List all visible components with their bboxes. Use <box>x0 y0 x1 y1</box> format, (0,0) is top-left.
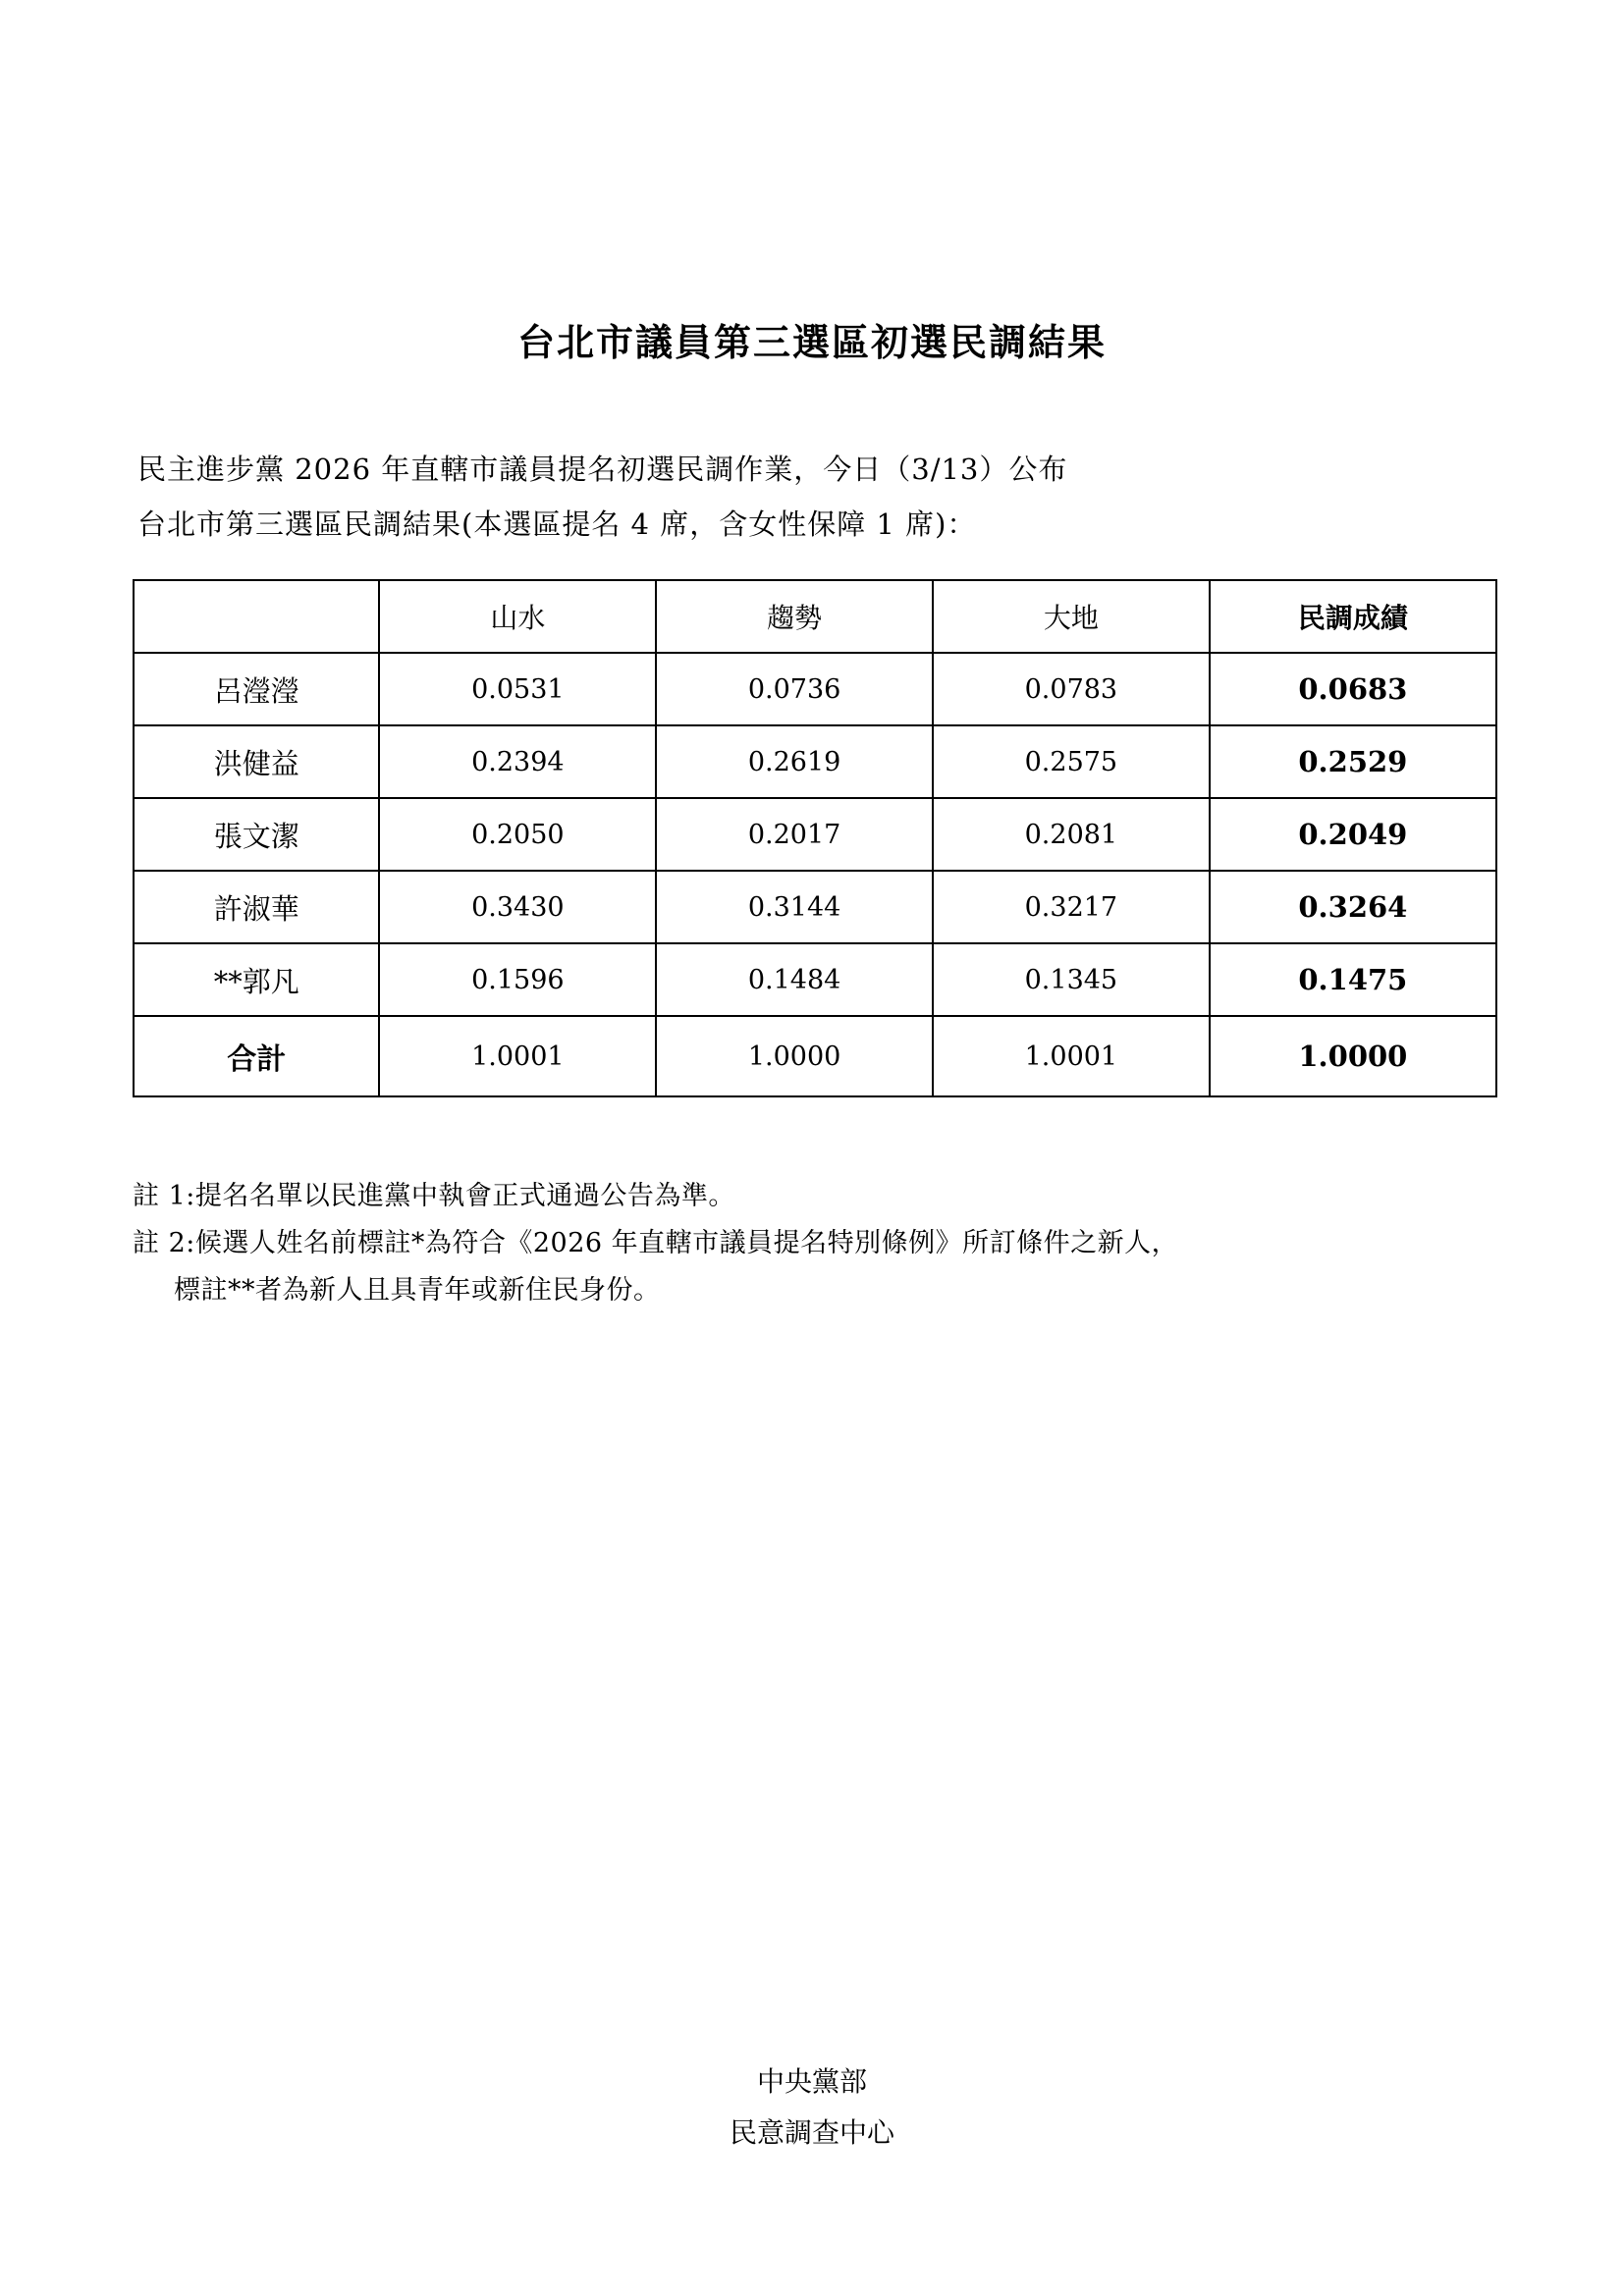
header-cell-qushi: 趨勢 <box>656 580 933 653</box>
footnote-2-line-1: 註 2:候選人姓名前標註*為符合《2026 年直轄市議員提名特別條例》所訂條件之新人， <box>133 1228 1179 1258</box>
total-shanshui: 1.0001 <box>379 1016 656 1096</box>
candidate-name: 洪健益 <box>134 725 379 798</box>
value-dadi: 0.0783 <box>933 653 1210 725</box>
value-qushi: 0.1484 <box>656 943 933 1016</box>
table-row <box>134 653 1496 725</box>
value-final-score: 0.2049 <box>1210 798 1496 871</box>
intro-paragraph <box>137 442 1492 552</box>
candidate-name: 張文潔 <box>134 798 379 871</box>
table-header-row <box>134 580 1496 653</box>
value-final-score: 0.3264 <box>1210 871 1496 943</box>
value-shanshui: 0.3430 <box>379 871 656 943</box>
value-final-score: 0.1475 <box>1210 943 1496 1016</box>
value-dadi: 0.2081 <box>933 798 1210 871</box>
total-dadi: 1.0001 <box>933 1016 1210 1096</box>
total-label: 合計 <box>134 1016 379 1096</box>
candidate-name: 呂瀅瀅 <box>134 653 379 725</box>
value-qushi: 0.2017 <box>656 798 933 871</box>
intro-line-2: 台北市第三選區民調結果(本選區提名 4 席，含女性保障 1 席)： <box>137 507 977 541</box>
table-row <box>134 943 1496 1016</box>
footer-dept: 民意調查中心 <box>729 2116 894 2149</box>
value-qushi: 0.2619 <box>656 725 933 798</box>
table-row <box>134 871 1496 943</box>
value-shanshui: 0.0531 <box>379 653 656 725</box>
header-cell-dadi: 大地 <box>933 580 1210 653</box>
candidate-name: **郭凡 <box>134 943 379 1016</box>
intro-line-1: 民主進步黨 2026 年直轄市議員提名初選民調作業，今日（3/13）公布 <box>137 453 1068 486</box>
value-final-score: 0.0683 <box>1210 653 1496 725</box>
document-footer <box>0 2056 1624 2159</box>
footnote-1: 註 1:提名名單以民進黨中執會正式通過公告為準。 <box>133 1181 735 1211</box>
value-dadi: 0.2575 <box>933 725 1210 798</box>
header-cell-blank <box>134 580 379 653</box>
header-cell-shanshui: 山水 <box>379 580 656 653</box>
candidate-name: 許淑華 <box>134 871 379 943</box>
value-shanshui: 0.2394 <box>379 725 656 798</box>
value-qushi: 0.0736 <box>656 653 933 725</box>
header-cell-final-score: 民調成績 <box>1210 580 1496 653</box>
total-final-score: 1.0000 <box>1210 1016 1496 1096</box>
value-qushi: 0.3144 <box>656 871 933 943</box>
value-dadi: 0.1345 <box>933 943 1210 1016</box>
value-shanshui: 0.2050 <box>379 798 656 871</box>
footnote-2-line-2: 標註**者為新人且具青年或新住民身份。 <box>174 1275 661 1306</box>
value-dadi: 0.3217 <box>933 871 1210 943</box>
poll-results-table <box>133 579 1497 1097</box>
footer-org: 中央黨部 <box>756 2065 867 2098</box>
table-row <box>134 798 1496 871</box>
value-shanshui: 0.1596 <box>379 943 656 1016</box>
table-total-row <box>134 1016 1496 1096</box>
table-row <box>134 725 1496 798</box>
total-qushi: 1.0000 <box>656 1016 933 1096</box>
footnotes <box>133 1173 1507 1314</box>
page-title: 台北市議員第三選區初選民調結果 <box>516 320 1107 364</box>
value-final-score: 0.2529 <box>1210 725 1496 798</box>
